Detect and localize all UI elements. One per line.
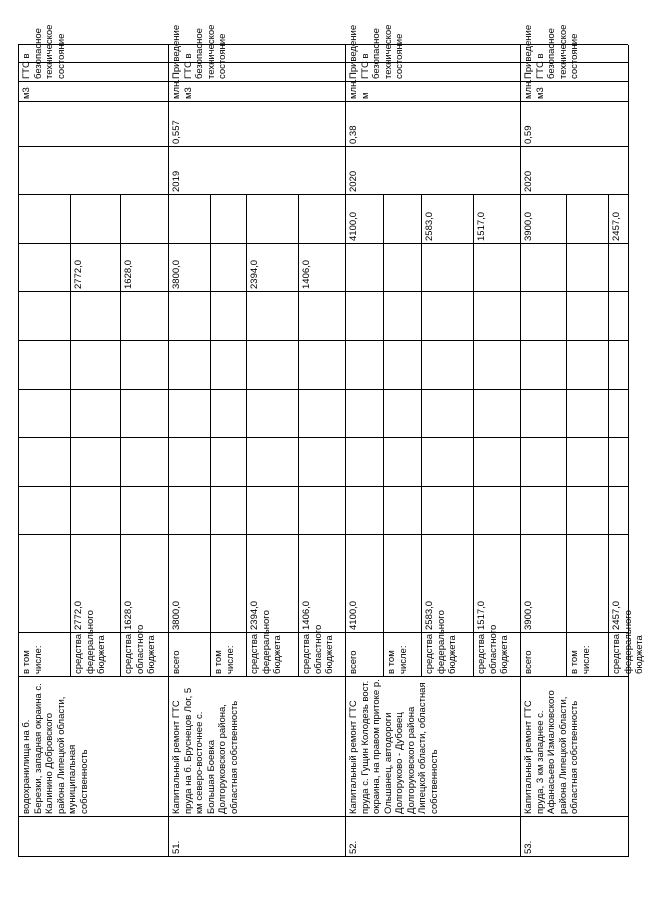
amount-cell: 2583,0 (424, 211, 435, 241)
amount-cell (73, 294, 118, 338)
amount-cell (301, 489, 343, 532)
amount-cell (123, 489, 166, 532)
amount-cell (386, 489, 419, 532)
amount-cell (424, 440, 471, 484)
amount-cell: 1406,0 (301, 600, 312, 630)
amount-cell (123, 197, 166, 241)
capacity-unit: млн. м3 (171, 79, 194, 99)
amount-cell (386, 294, 419, 338)
amount-cell (523, 392, 564, 435)
amount-cell (21, 537, 68, 630)
table-grid-line (18, 389, 628, 390)
capacity-value (21, 104, 166, 144)
amount-cell (73, 440, 118, 484)
amount-cell (476, 440, 518, 484)
capacity-unit: млн. м (348, 79, 371, 99)
amount-cell (21, 489, 68, 532)
completion-year: 2019 (171, 170, 182, 192)
table-grid-line (168, 45, 169, 857)
amount-cell (476, 294, 518, 338)
amount-cell (348, 440, 381, 484)
amount-cell (21, 246, 68, 289)
table-grid-line (345, 45, 346, 857)
amount-cell (301, 343, 343, 387)
amount-cell (569, 440, 606, 484)
funding-source: средства областного бюджета (301, 624, 335, 674)
amount-cell (611, 440, 626, 484)
amount-cell (523, 440, 564, 484)
amount-cell (301, 440, 343, 484)
funding-source: средства федерального бюджета (611, 610, 645, 674)
amount-cell (249, 489, 296, 532)
amount-cell (249, 197, 296, 241)
amount-cell (123, 343, 166, 387)
row-number (21, 819, 166, 854)
amount-cell (569, 294, 606, 338)
table-grid-line (18, 816, 628, 817)
completion-year: 2020 (348, 170, 359, 192)
table-grid-line (18, 676, 628, 677)
funding-source: всего (523, 650, 534, 674)
funding-source: всего (171, 650, 182, 674)
amount-cell: 2457,0 (611, 600, 622, 630)
amount-cell: 1517,0 (476, 600, 487, 630)
amount-cell (611, 489, 626, 532)
object-name: Капитальный ремонт ГТС пруда с. Гущин Колодезь вост. окраина, на правом притоке р. Ольшанец, автодороги Долгоруково - Дубовец Долгоруковского района Липецкой области, областная собственность (348, 679, 440, 814)
amount-cell (348, 294, 381, 338)
amount-cell: 2583,0 (424, 600, 435, 630)
expected-result: Приведение ГТС в безопасное техническое состояние (171, 24, 228, 79)
amount-cell (386, 537, 419, 630)
table-grid-line (18, 146, 628, 147)
amount-cell (73, 197, 118, 241)
table-grid-line (520, 45, 521, 857)
row-number: 51. (171, 840, 182, 854)
table-grid-line (18, 437, 628, 438)
amount-cell (123, 392, 166, 435)
amount-cell (424, 294, 471, 338)
amount-cell (611, 246, 626, 289)
amount-cell (348, 489, 381, 532)
table-grid-line (628, 45, 629, 857)
amount-cell (213, 294, 244, 338)
table-grid-line (18, 340, 628, 341)
amount-cell (569, 246, 606, 289)
row-number: 53. (523, 840, 534, 854)
table-grid-line (120, 195, 121, 677)
object-name: Капитальный ремонт ГТС пруда, 3 км западнее с. Афанасьево Измалковского района Липецкой области, областная собственность (523, 690, 580, 814)
amount-cell (171, 343, 208, 387)
table-grid-line (18, 101, 628, 102)
amount-cell (171, 440, 208, 484)
table-grid-line (18, 486, 628, 487)
amount-cell (386, 392, 419, 435)
amount-cell: 2394,0 (249, 600, 260, 630)
amount-cell (611, 343, 626, 387)
capacity-value: 0,59 (523, 125, 534, 144)
amount-cell (171, 489, 208, 532)
table-grid-line (18, 44, 628, 45)
amount-cell (424, 246, 471, 289)
amount-cell (21, 294, 68, 338)
table-grid-line (608, 195, 609, 677)
amount-cell (171, 197, 208, 241)
funding-source: средства областного бюджета (123, 624, 157, 674)
funding-source: средства областного бюджета (476, 624, 510, 674)
amount-cell (569, 537, 606, 630)
table-grid-line (566, 195, 567, 677)
capacity-value: 0,557 (171, 120, 182, 144)
table-grid-line (18, 45, 19, 857)
funding-source: в том числе: (21, 645, 44, 674)
amount-cell: 2772,0 (73, 259, 84, 289)
amount-cell (523, 343, 564, 387)
funding-source: в том числе: (569, 645, 592, 674)
amount-cell (21, 343, 68, 387)
amount-cell (213, 343, 244, 387)
row-number: 52. (348, 840, 359, 854)
completion-year: 2020 (523, 170, 534, 192)
amount-cell (301, 294, 343, 338)
amount-cell (386, 197, 419, 241)
amount-cell: 1628,0 (123, 259, 134, 289)
amount-cell (249, 440, 296, 484)
capacity-unit: м3 (21, 87, 32, 99)
funding-source: всего (348, 650, 359, 674)
table-grid-line (383, 195, 384, 677)
amount-cell (569, 489, 606, 532)
amount-cell (476, 392, 518, 435)
amount-cell: 1628,0 (123, 600, 134, 630)
amount-cell (348, 246, 381, 289)
amount-cell: 3800,0 (171, 600, 182, 630)
amount-cell: 3800,0 (171, 259, 182, 289)
amount-cell (123, 440, 166, 484)
amount-cell (611, 392, 626, 435)
amount-cell: 2457,0 (611, 211, 622, 241)
funding-source: средства федерального бюджета (424, 610, 458, 674)
expected-result: ГТС в безопасное техническое состояние (21, 24, 67, 79)
completion-year (21, 149, 166, 192)
table-grid-line (18, 291, 628, 292)
amount-cell: 4100,0 (348, 600, 359, 630)
amount-cell (213, 392, 244, 435)
amount-cell (569, 343, 606, 387)
table-grid-line (210, 195, 211, 677)
amount-cell: 2394,0 (249, 259, 260, 289)
amount-cell (523, 246, 564, 289)
amount-cell (348, 392, 381, 435)
table-grid-line (473, 195, 474, 677)
amount-cell (249, 343, 296, 387)
amount-cell (21, 392, 68, 435)
object-name: Капитальный ремонт ГТС пруда на б. Бруснецов Лог, 5 км северо-восточнее с. Большая Боевка Долгоруковского района, областная собственность (171, 687, 240, 814)
amount-cell (73, 489, 118, 532)
object-name: водохранилища на б. Березки, западная окраина с. Калинино Добровского района Липецкой области, муниципальная собственность (21, 683, 90, 814)
amount-cell (73, 392, 118, 435)
amount-cell: 4100,0 (348, 211, 359, 241)
amount-cell (213, 246, 244, 289)
amount-cell (523, 489, 564, 532)
funding-source: средства федерального бюджета (249, 610, 283, 674)
amount-cell: 1406,0 (301, 259, 312, 289)
capacity-value: 0,38 (348, 125, 359, 144)
amount-cell (249, 392, 296, 435)
amount-cell: 2772,0 (73, 600, 84, 630)
amount-cell (386, 343, 419, 387)
amount-cell: 3900,0 (523, 600, 534, 630)
table-grid-line (70, 195, 71, 677)
table-grid-line (421, 195, 422, 677)
amount-cell (21, 197, 68, 241)
amount-cell (171, 392, 208, 435)
amount-cell (386, 440, 419, 484)
amount-cell (569, 392, 606, 435)
amount-cell (523, 294, 564, 338)
table-grid-line (246, 195, 247, 677)
amount-cell (476, 246, 518, 289)
amount-cell (301, 392, 343, 435)
expected-result: Приведение ГТС в безопасное техническое состояние (348, 24, 405, 79)
amount-cell (476, 489, 518, 532)
amount-cell (73, 343, 118, 387)
amount-cell (424, 392, 471, 435)
amount-cell: 3900,0 (523, 211, 534, 241)
amount-cell (213, 197, 244, 241)
amount-cell (569, 197, 606, 241)
table-grid-line (18, 194, 628, 195)
table-grid-line (18, 534, 628, 535)
amount-cell (348, 343, 381, 387)
amount-cell (611, 294, 626, 338)
amount-cell (213, 440, 244, 484)
table-grid-line (18, 243, 628, 244)
amount-cell (171, 294, 208, 338)
expected-result: Приведение ГТС в безопасное техническое состояние (523, 24, 580, 79)
amount-cell (123, 294, 166, 338)
funding-source: в том числе: (386, 645, 409, 674)
amount-cell (424, 489, 471, 532)
amount-cell (213, 489, 244, 532)
funding-source: в том числе: (213, 645, 236, 674)
amount-cell (21, 440, 68, 484)
amount-cell (424, 343, 471, 387)
table-grid-line (298, 195, 299, 677)
amount-cell (386, 246, 419, 289)
funding-source: средства федерального бюджета (73, 610, 107, 674)
amount-cell (301, 197, 343, 241)
amount-cell (249, 294, 296, 338)
table-grid-line (18, 856, 628, 857)
amount-cell: 1517,0 (476, 211, 487, 241)
capacity-unit: млн. м3 (523, 79, 546, 99)
amount-cell (476, 343, 518, 387)
table-grid-line (18, 81, 628, 82)
amount-cell (213, 537, 244, 630)
